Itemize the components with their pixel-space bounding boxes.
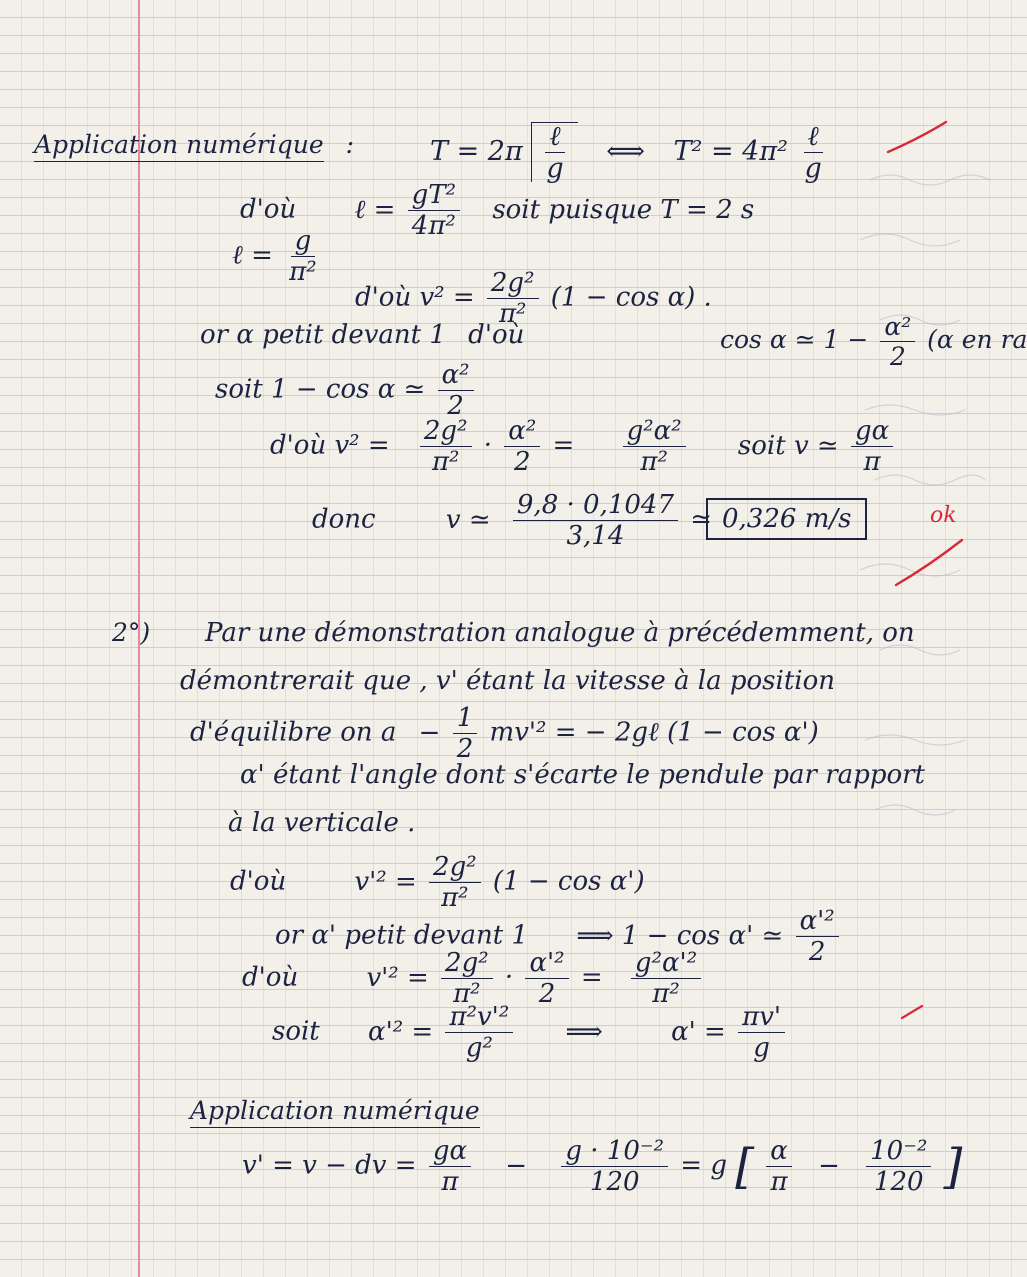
dot-operator: · <box>483 430 493 461</box>
text-one-minus-cos-prime: (1 − cos α') <box>492 866 645 897</box>
dot-operator: · <box>504 962 514 993</box>
frac-den: 4π² <box>411 211 456 241</box>
text-donc: donc <box>312 504 376 535</box>
equivalence-symbol: ⟺ <box>606 136 645 167</box>
text-dou: d'où <box>230 866 287 897</box>
frac-den: π² <box>441 883 469 913</box>
frac-den: 3,14 <box>566 521 625 551</box>
frac-den: g <box>804 153 822 184</box>
text-cos-approx: cos α ≃ 1 − <box>720 325 869 354</box>
frac-num: gα <box>851 418 893 447</box>
line-10: démontrerait que , v' étant la vitesse à la position <box>180 666 835 696</box>
line-1 <box>34 132 354 157</box>
frac-den: 2 <box>514 447 531 477</box>
frac-num: α <box>766 1138 792 1167</box>
text-alphaprime-equals: α' = <box>671 1016 726 1047</box>
line-14 <box>230 854 645 911</box>
line-17 <box>272 1004 789 1061</box>
frac-num: π²v'² <box>445 1004 513 1033</box>
line-9: Par une démonstration analogue à précédemment, on <box>205 618 915 648</box>
frac-den: π² <box>431 447 460 477</box>
right-bracket: ] <box>943 1138 963 1195</box>
text-soit-puisque: soit puisque T = 2 s <box>492 194 755 225</box>
frac-den: π² <box>453 979 481 1009</box>
frac-num: 9,8 · 0,1047 <box>513 492 678 521</box>
frac-num: α² <box>438 362 474 391</box>
frac-num: 2g² <box>429 854 481 883</box>
frac-den: π <box>441 1167 459 1197</box>
line-18 <box>190 1098 480 1123</box>
text-dou: d'où <box>242 962 299 993</box>
text-implies-approx: ⟹ 1 − cos α' ≃ <box>576 920 784 951</box>
frac-den: π <box>770 1167 788 1197</box>
frac-num: 1 <box>453 705 478 734</box>
section-number: 2°) <box>112 618 151 647</box>
frac-num: πv' <box>738 1004 785 1033</box>
frac-den: 2 <box>889 342 906 371</box>
frac-num: g²α² <box>623 418 686 447</box>
line-5 <box>200 322 524 348</box>
text-one-minus-cos: (1 − cos α) . <box>550 282 712 313</box>
text-soit: soit <box>272 1016 320 1047</box>
formula-period-right: T² = 4π² <box>673 136 788 167</box>
formula-period-left: T = 2π <box>430 136 523 167</box>
text-v2-equals: d'où v² = <box>355 282 475 313</box>
frac-num: g <box>291 228 316 257</box>
frac-num: 2g² <box>487 270 539 299</box>
line-4 <box>355 270 712 327</box>
left-bracket: [ <box>735 1138 754 1195</box>
red-check-mark-3 <box>902 1006 922 1018</box>
implies-arrow: ⟹ <box>565 1016 603 1047</box>
sqrt-den: g <box>546 153 564 184</box>
frac-den: 2 <box>456 734 474 764</box>
frac-num: α'² <box>525 950 568 979</box>
text-l-equals: ℓ = <box>354 194 396 225</box>
frac-den: 2 <box>808 937 826 967</box>
frac-den: 2 <box>538 979 556 1009</box>
frac-den: g <box>753 1033 770 1063</box>
equals-sign: = <box>552 430 575 461</box>
minus-sign: − <box>418 717 441 748</box>
line-12: α' étant l'angle dont s'écarte le pendule par rapport <box>240 760 925 790</box>
text-alpha-en-rad: (α en ra <box>927 325 1027 354</box>
text-energy-equation: mv'² = − 2gℓ (1 − cos α') <box>489 717 819 748</box>
period-formula <box>430 122 830 182</box>
frac-den: π² <box>289 257 317 287</box>
sqrt-l-over-g <box>531 122 577 182</box>
red-check-mark-2 <box>896 540 962 585</box>
sqrt-num: ℓ <box>545 123 564 153</box>
line-16 <box>242 950 705 1007</box>
minus-sign: − <box>818 1150 840 1181</box>
frac-num: ℓ <box>804 123 823 153</box>
text-soit-one-minus-cos: soit 1 − cos α ≃ <box>215 374 426 405</box>
line-3 <box>232 228 325 285</box>
frac-num: gT² <box>408 182 460 211</box>
text-alphaprime2-equals: α'² = <box>368 1016 434 1047</box>
frac-num: α² <box>880 314 915 342</box>
frac-num: g · 10⁻² <box>561 1138 668 1167</box>
frac-num: 10⁻² <box>866 1138 931 1167</box>
line-7 <box>270 418 897 475</box>
frac-den: 120 <box>589 1167 640 1197</box>
frac-den: π² <box>498 299 527 329</box>
boxed-result: 0,326 m/s <box>706 498 867 540</box>
frac-den: π² <box>640 447 668 477</box>
approx-sign: ≃ <box>690 504 713 535</box>
frac-den: π² <box>652 979 680 1009</box>
frac-den: 120 <box>873 1167 924 1197</box>
line-13: à la verticale . <box>228 808 416 838</box>
text-vprime2-equals: v'² = <box>354 866 417 897</box>
line-19 <box>242 1138 962 1195</box>
text-alpha-small: or α petit devant 1 <box>200 320 446 350</box>
frac-num: g²α'² <box>631 950 701 979</box>
frac-num: 2g² <box>441 950 493 979</box>
text-v-approx: v ≃ <box>445 504 491 535</box>
line-5-right <box>720 314 1027 369</box>
frac-den: π <box>863 447 881 477</box>
line-11 <box>190 705 819 762</box>
frac-num: α² <box>504 418 540 447</box>
text-vprime2-equals: v'² = <box>366 962 429 993</box>
frac-den: g² <box>465 1033 493 1063</box>
equals-sign: = <box>580 962 603 993</box>
heading-application-numerique: Application numérique <box>34 130 324 162</box>
text-dou: d'où <box>240 194 297 225</box>
text-v2-equals: d'où v² = <box>270 430 390 461</box>
show-through-writing <box>850 150 1000 850</box>
text-dou: d'où <box>468 320 525 350</box>
frac-den: 2 <box>447 391 464 421</box>
heading-application-numerique-2: Application numérique <box>190 1096 480 1128</box>
equals-g: = g <box>680 1150 727 1181</box>
frac-num: gα <box>429 1138 471 1167</box>
minus-sign: − <box>505 1150 528 1181</box>
text-soit-v-approx: soit v ≃ <box>737 430 839 461</box>
text-alpha-prime-small: or α' petit devant 1 <box>275 920 529 951</box>
text-l-equals: ℓ = <box>232 240 273 271</box>
red-ok-mark: ok <box>930 503 957 528</box>
text-vprime-equals: v' = v − dv = <box>242 1150 417 1181</box>
frac-num: α'² <box>796 908 839 937</box>
colon: : <box>345 130 355 159</box>
frac-num: 2g² <box>420 418 472 447</box>
red-check-mark-1 <box>888 122 946 152</box>
text-dequilibre: d'équilibre on a <box>190 717 397 748</box>
line-8 <box>312 492 712 549</box>
line-6 <box>215 362 478 419</box>
